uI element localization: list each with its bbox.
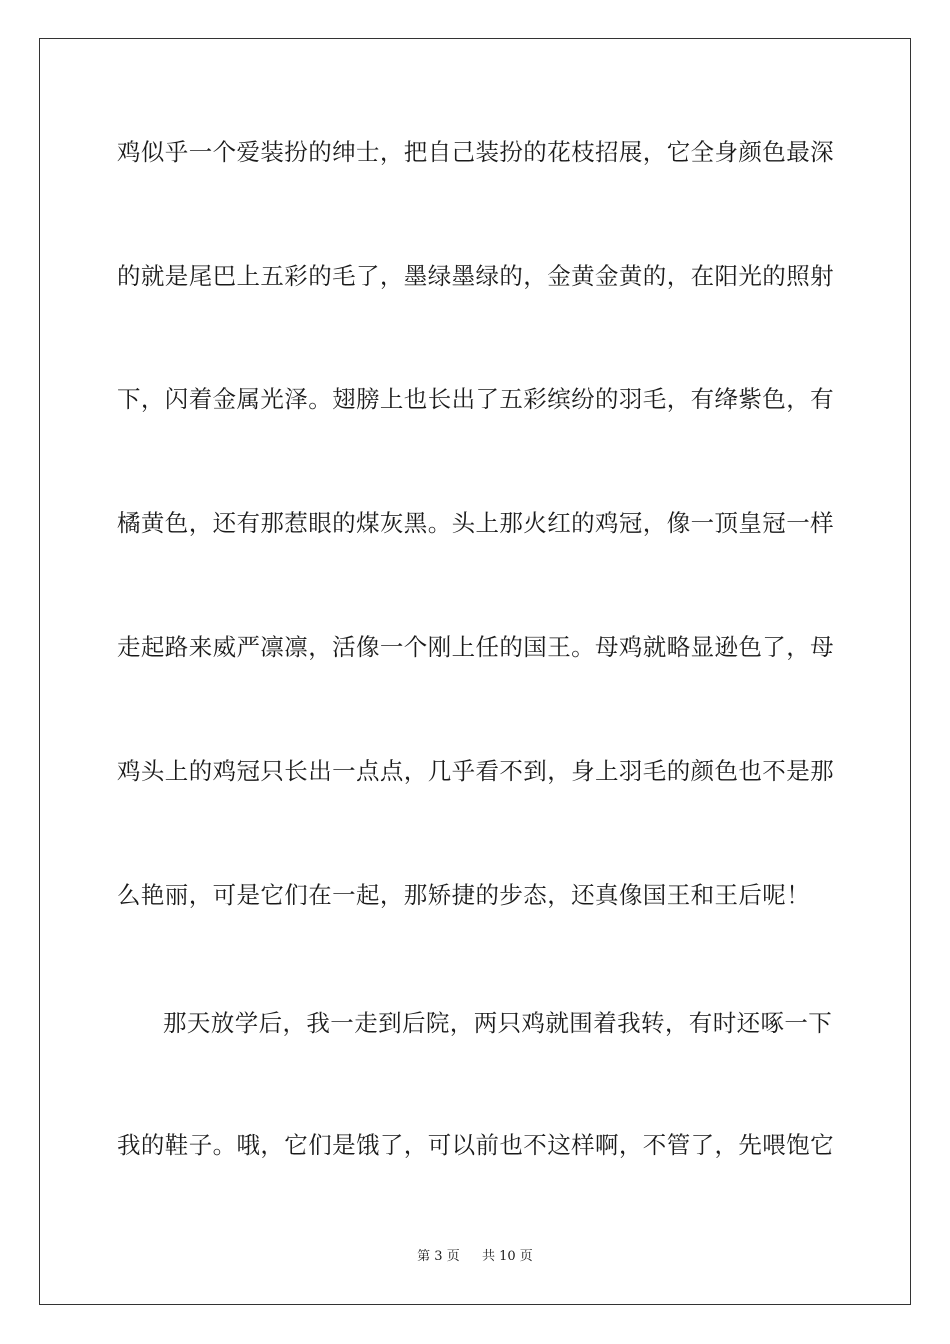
page-total: 共 10 页 xyxy=(482,1249,533,1264)
body-text-line: 走起路来威严凛凛，活像一个刚上任的国王。母鸡就略显逊色了，母 xyxy=(117,633,834,661)
paragraph-start-line: 那天放学后，我一走到后院，两只鸡就围着我转，有时还啄一下 xyxy=(163,1009,833,1037)
body-text-line: 橘黄色，还有那惹眼的煤灰黑。头上那火红的鸡冠，像一顶皇冠一样 xyxy=(117,509,834,537)
body-text-line: 么艳丽，可是它们在一起，那矫捷的步态，还真像国王和王后呢！ xyxy=(117,881,811,909)
body-text-line: 鸡似乎一个爱装扮的绅士，把自己装扮的花枝招展，它全身颜色最深 xyxy=(117,138,834,166)
body-text-line: 的就是尾巴上五彩的毛了，墨绿墨绿的，金黄金黄的，在阳光的照射 xyxy=(117,262,834,290)
body-text-line: 下，闪着金属光泽。翅膀上也长出了五彩缤纷的羽毛，有绛紫色，有 xyxy=(117,385,834,413)
page-footer xyxy=(0,1248,950,1266)
page-number: 第 3 页 xyxy=(417,1249,460,1264)
body-text-line: 我的鞋子。哦，它们是饿了，可以前也不这样啊，不管了，先喂饱它 xyxy=(117,1131,834,1159)
page-border xyxy=(39,38,911,1305)
body-text-line: 鸡头上的鸡冠只长出一点点，几乎看不到，身上羽毛的颜色也不是那 xyxy=(117,757,834,785)
